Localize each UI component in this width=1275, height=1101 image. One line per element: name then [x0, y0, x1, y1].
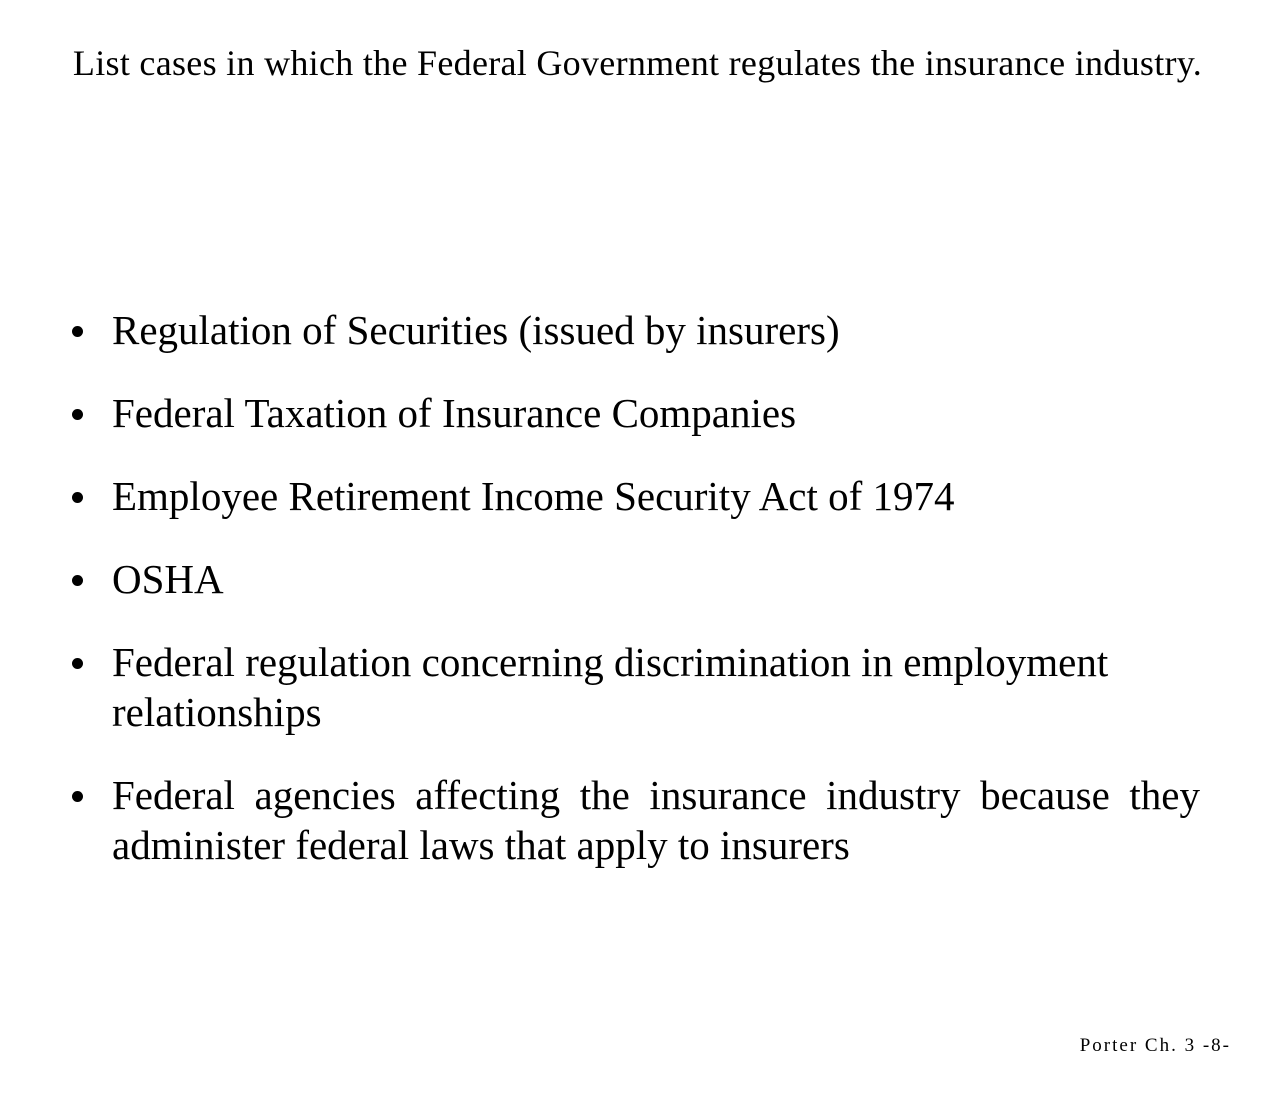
bullet-icon [72, 326, 83, 337]
list-item [68, 471, 1200, 521]
list-item-text: Regulation of Securities (issued by insurers) [112, 307, 840, 353]
bullet-icon [72, 409, 83, 420]
page-title: List cases in which the Federal Government regulates the insurance industry. [72, 43, 1203, 83]
bullet-list [68, 305, 1200, 903]
list-item-text: Federal Taxation of Insurance Companies [112, 390, 797, 436]
list-item [68, 388, 1200, 438]
list-item [68, 305, 1200, 355]
list-item-text: Federal agencies affecting the insurance industry because they administer federal laws that apply to insurers [112, 772, 1200, 868]
bullet-icon [72, 575, 83, 586]
list-item [68, 770, 1200, 870]
list-item-text: Federal regulation concerning discrimination in employment relationships [112, 639, 1109, 735]
list-item-text: Employee Retirement Income Security Act of 1974 [112, 473, 955, 519]
bullet-icon [72, 791, 83, 802]
list-item [68, 554, 1200, 604]
page-footer: Porter Ch. 3 -8- [1079, 1035, 1231, 1056]
bullet-icon [72, 492, 83, 503]
list-item-text: OSHA [112, 556, 224, 602]
list-item [68, 637, 1200, 737]
bullet-icon [72, 658, 83, 669]
